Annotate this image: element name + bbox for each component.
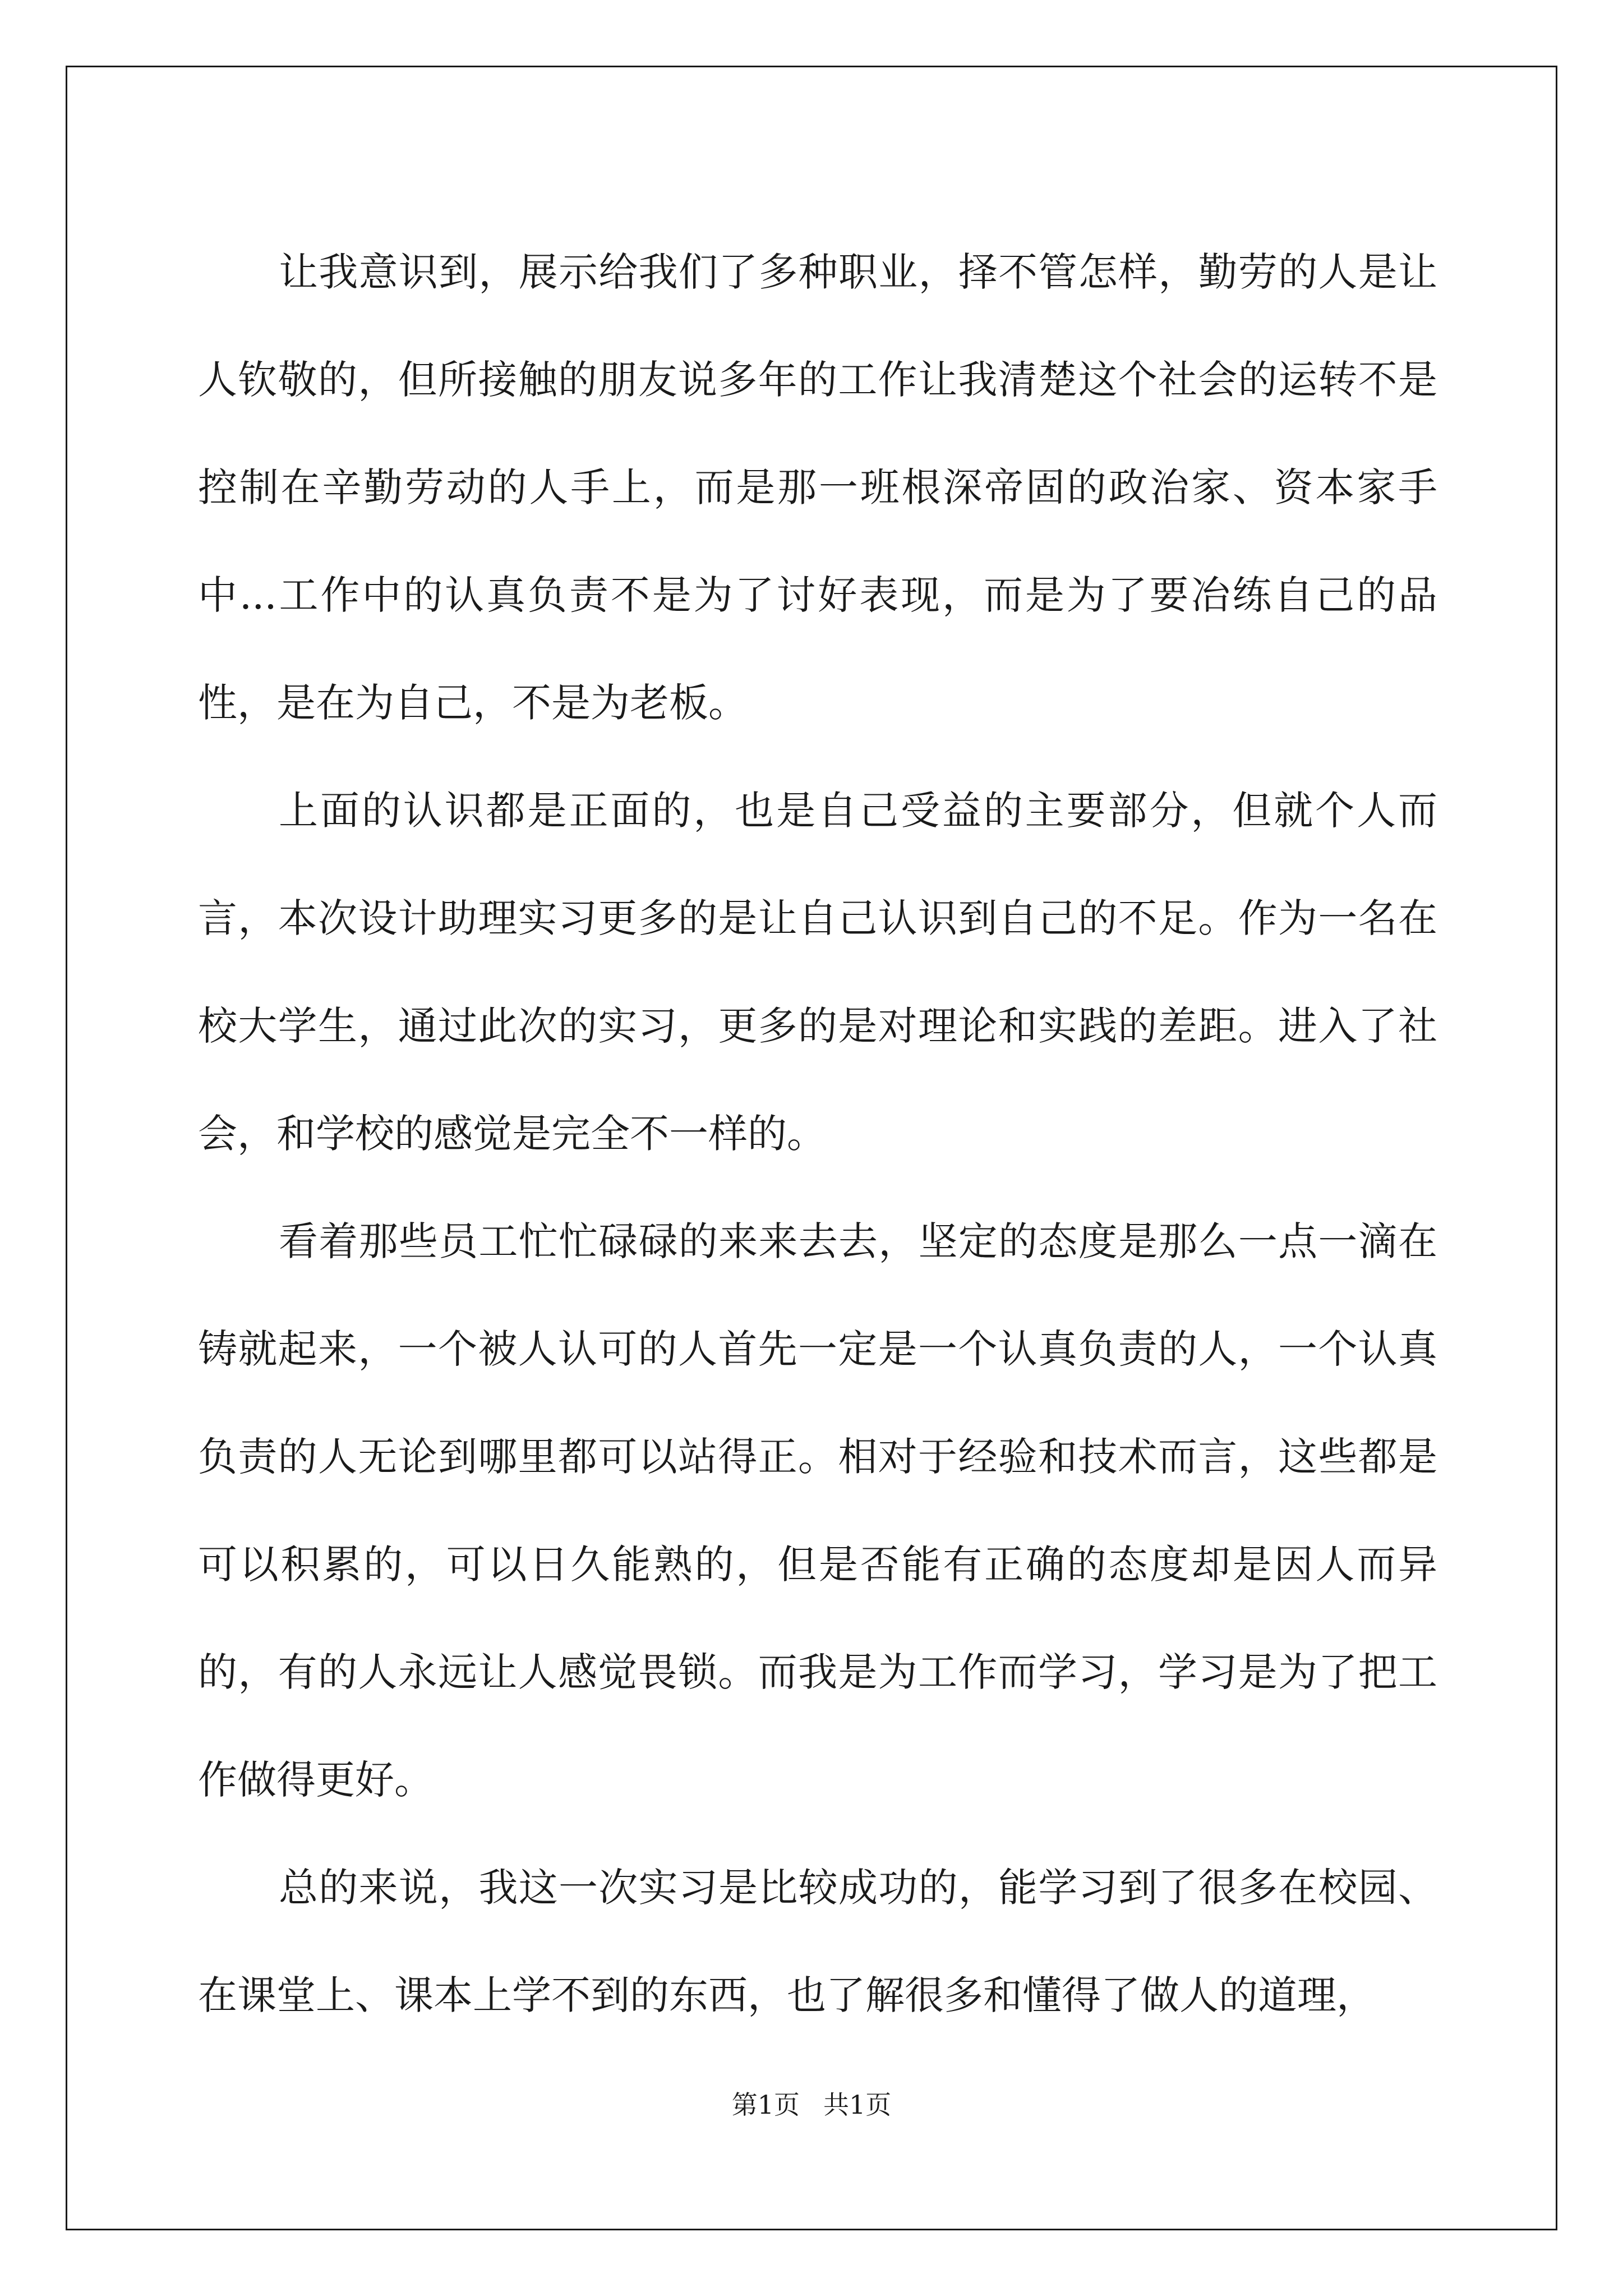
paragraph-4: 总的来说，我这一次实习是比较成功的，能学习到了很多在校园、在课堂上、课本上学不到的东西，也了解很多和懂得了做人的道理， (198, 1865, 1437, 2018)
paragraph-1: 让我意识到，展示给我们了多种职业，择不管怎样，勤劳的人是让人钦敬的，但所接触的朋友说多年的工作让我清楚这个社会的运转不是控制在辛勤劳动的人手上，而是那一班根深帝固的政治家、资本家手中...工作中的认真负责不是为了讨好表现，而是为了要冶练自己的品性，是在为自己，不是为老板。 (198, 249, 1437, 726)
page-footer (0, 2088, 1623, 2122)
paragraph-3: 看着那些员工忙忙碌碌的来来去去，坚定的态度是那么一点一滴在铸就起来，一个被人认可的人首先一定是一个认真负责的人，一个认真负责的人无论到哪里都可以站得正。相对于经验和技术而言，这些都是可以积累的，可以日久能熟的，但是否能有正确的态度却是因人而异的，有的人永远让人感觉畏锁。而我是为工作而学习，学习是为了把工作做得更好。 (198, 1218, 1437, 1803)
document-body (198, 218, 1437, 2049)
page-total: 共1页 (823, 2090, 892, 2120)
page-number: 第1页 (731, 2090, 800, 2120)
paragraph-2: 上面的认识都是正面的，也是自己受益的主要部分，但就个人而言，本次设计助理实习更多的是让自己认识到自己的不足。作为一名在校大学生，通过此次的实习，更多的是对理论和实践的差距。进入了社会，和学校的感觉是完全不一样的。 (198, 788, 1437, 1157)
